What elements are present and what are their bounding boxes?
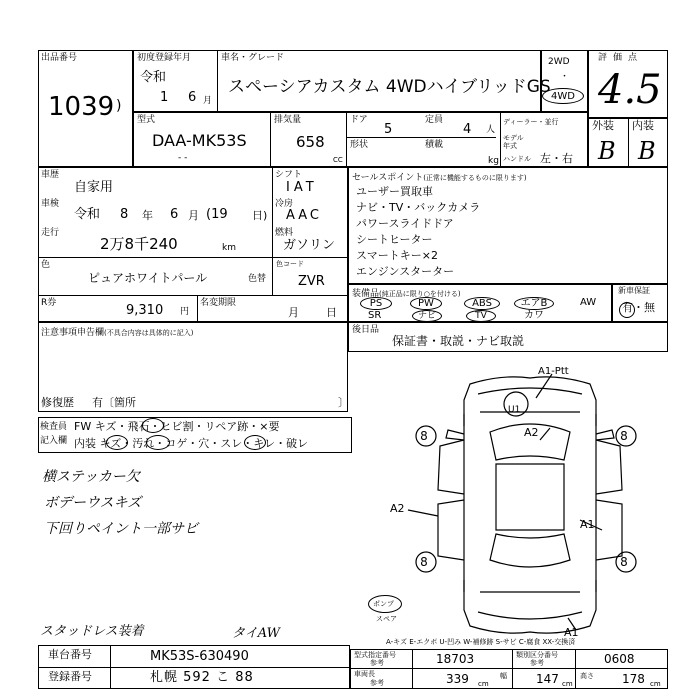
kg-unit: kg [488, 156, 499, 166]
width-unit: cm [562, 680, 573, 688]
sales-point-item: スマートキー×2 [356, 249, 438, 262]
note-3: 下回りペイント一部サビ [44, 521, 198, 537]
fuel: ガソリン [283, 238, 336, 253]
studless-note: スタッドレス装着 [40, 624, 144, 639]
first-reg-month: 6 [188, 90, 197, 105]
repair-value: 有〔箇所 [92, 396, 136, 409]
first-reg-label: 初度登録年月 [137, 53, 192, 63]
tread-rl: 8 [420, 555, 428, 569]
mileage: 2万8千240 [100, 235, 178, 253]
equip-abs: ABS [464, 297, 500, 310]
class-ref: 参考 [530, 659, 544, 667]
inspection-month-unit: 月 [188, 209, 199, 222]
model-code: DAA-MK53S [152, 131, 247, 150]
grades-divider [628, 118, 629, 167]
lot-number-paren: ) [116, 98, 122, 114]
length-label: 車両長 [354, 670, 375, 678]
height: 178 [622, 672, 645, 686]
inspector-label-2: 記入欄 [40, 436, 68, 446]
inspector-mark-4 [244, 435, 266, 450]
recycle-label: R券 [41, 298, 57, 308]
recycle-yen: 円 [180, 307, 190, 317]
inspection-month: 6 [170, 207, 179, 222]
header-divider [217, 50, 218, 112]
inspection-day-unit: 日) [252, 209, 268, 222]
handle: 左・右 [540, 152, 573, 165]
cc-unit: CC [333, 156, 343, 164]
spec-divider-3 [500, 112, 501, 167]
repair-close: 〕 [338, 396, 349, 409]
first-reg-month-unit: 月 [203, 96, 213, 106]
color-divider [272, 257, 273, 295]
tire-note: タイAW [232, 626, 280, 641]
attention-label: 注意事項申告欄 [41, 328, 105, 338]
note-1: 横ステッカー欠 [42, 469, 140, 485]
shift-label: シフト [275, 170, 303, 180]
footer-right-div-1 [412, 649, 413, 689]
name-change-month: 月 [288, 306, 299, 319]
drive-2wd: 2WD [548, 57, 570, 67]
equip-ps: PS [360, 297, 392, 310]
color-row-top [38, 257, 348, 258]
inspector-mark-2 [106, 435, 128, 450]
displacement: 658 [296, 133, 325, 151]
inspection-day: (19 [206, 207, 228, 222]
length-unit: cm [478, 680, 489, 688]
equip-sr: SR [368, 310, 382, 321]
mileage-label: 走行 [41, 228, 60, 238]
equipment-note: (純正品に限り○を付ける) [379, 290, 461, 298]
footer-right-mid [350, 668, 668, 669]
footer-left-mid [38, 667, 350, 668]
color-label: 色 [41, 260, 51, 270]
inspection-label: 車検 [41, 199, 60, 209]
mileage-unit: km [222, 243, 236, 253]
length-ref: 参考 [370, 679, 384, 687]
width-label: 幅 [500, 672, 507, 680]
ac: AAC [286, 208, 322, 223]
reg-number: 札幌 592 こ 88 [150, 670, 254, 685]
doors-label: ドア [350, 115, 368, 125]
first-reg-year: 1 [160, 90, 169, 105]
name-change-label: 名変期限 [200, 298, 237, 308]
sales-points-label: セールスポイント [352, 173, 424, 183]
car-name: スペーシアカスタム 4WDハイブリッドGS [228, 77, 551, 97]
inspector-label-1: 検査員 [40, 422, 68, 432]
inspection-era: 令和 [74, 207, 101, 222]
length: 339 [446, 672, 469, 686]
tread-rr: 8 [620, 555, 628, 569]
sales-point-item: ユーザー買取車 [356, 185, 433, 198]
sales-point-item: パワースライドドア [356, 217, 454, 230]
name-change-day: 日 [326, 306, 337, 319]
attention-note: (不具合内容は具体的に記入) [104, 329, 194, 337]
sales-points-header [352, 170, 527, 183]
ac-label: 冷房 [275, 199, 294, 209]
class-no: 0608 [604, 652, 635, 666]
color-change-label: 色替 [248, 274, 267, 284]
equip-pw: PW [410, 297, 442, 310]
damage-a1-right: A1 [580, 518, 595, 531]
equipment-label: 装備品 [352, 289, 380, 299]
equip-aw: AW [580, 297, 597, 308]
warranty-label: 新車保証 [618, 286, 650, 295]
equip-airbag: エアB [514, 297, 554, 310]
tread-fr: 8 [620, 429, 628, 443]
shape-label: 形状 [350, 140, 369, 150]
fuel-label: 燃料 [275, 228, 294, 238]
model-dash: - - [178, 153, 188, 163]
load-label: 積載 [425, 140, 444, 150]
doors: 5 [384, 122, 393, 137]
damage-u1: U1 [508, 405, 521, 415]
inspector-mark-3 [146, 435, 170, 450]
warranty-value: 有・無 [622, 301, 655, 314]
width: 147 [536, 672, 559, 686]
class-label: 類別区分番号 [516, 651, 558, 659]
int-label: 内装 [632, 119, 654, 132]
sales-points-note: (正常に機能するものに限ります) [423, 174, 527, 182]
damage-legend: A-キズ E-エクボ U-凹み W-補修跡 S-サビ C-腐食 XX-交換済 [386, 638, 576, 646]
drive-dot: ・ [560, 72, 570, 82]
color: ピュアホワイトパール [88, 271, 208, 285]
dealer-label: ディーラー・並行 [503, 118, 559, 126]
car-name-label: 車名・グレード [221, 53, 285, 63]
repair-label: 修復歴 [41, 396, 74, 409]
model-label: 型式 [137, 115, 156, 125]
ext-grade: B [598, 137, 616, 165]
history-label: 車歴 [41, 170, 60, 180]
equip-tv: TV [466, 310, 496, 322]
spec-hline [346, 137, 496, 138]
tread-fl: 8 [420, 429, 428, 443]
inspector-row-1: FW キズ・飛石・ヒビ割・リペア跡・×要 [74, 420, 280, 433]
recycle-row-top [38, 295, 348, 296]
type-no: 18703 [436, 652, 475, 666]
spare-label: スペア [376, 615, 397, 623]
height-label: 高さ [580, 672, 594, 680]
chassis-number: MK53S-630490 [150, 649, 249, 664]
damage-a1-ptt: A1-Ptt [538, 366, 569, 377]
footer-right-div-2 [512, 649, 513, 689]
equip-navi: ナビ [412, 310, 442, 322]
type-no-ref: 参考 [370, 659, 384, 667]
recycle-divider [197, 295, 198, 322]
attachments-label: 後日品 [352, 325, 380, 335]
car-diagram [380, 360, 680, 650]
lot-number-label: 出品番号 [41, 53, 78, 63]
damage-a1-bottom: A1 [564, 626, 579, 639]
inspection-year-unit: 年 [142, 209, 153, 222]
footer-left-div [110, 645, 111, 689]
first-reg-era: 令和 [140, 70, 167, 85]
ext-label: 外装 [592, 119, 614, 132]
attachments-value: 保証書・取説・ナビ取説 [392, 334, 525, 348]
score: 4.5 [598, 67, 662, 113]
type-no-label: 型式指定番号 [354, 651, 396, 659]
note-2: ボデーウスキズ [44, 495, 142, 511]
model-year-label: モデル年式 [503, 134, 524, 150]
footer-right-div-3 [575, 649, 576, 689]
recycle-amount: 9,310 [126, 303, 164, 318]
score-label: 評価点 [598, 53, 644, 63]
sales-point-item: ナビ・TV・バックカメラ [356, 201, 481, 214]
damage-a2-left: A2 [390, 502, 405, 515]
spare-pump: ポンプ [373, 600, 394, 608]
displacement-label: 排気量 [274, 115, 302, 125]
color-code-label: 色コード [276, 260, 304, 268]
inspector-mark-1 [142, 418, 164, 433]
inspector-row-2: 内装 キズ・汚れ・コゲ・穴・スレ・キレ・破レ [74, 437, 309, 450]
lot-number: 1039 [48, 92, 115, 122]
reg-label: 登録番号 [48, 670, 92, 683]
damage-a2-top: A2 [524, 426, 539, 439]
spec-divider-2 [346, 112, 347, 167]
chassis-label: 車台番号 [48, 648, 92, 661]
int-grade: B [638, 137, 656, 165]
capacity-unit: 人 [486, 125, 496, 135]
drive-4wd-circled: 4WD [542, 88, 584, 104]
color-code: ZVR [298, 274, 325, 289]
attention-header [41, 325, 193, 338]
sales-points-list [356, 184, 480, 280]
history-value: 自家用 [74, 180, 114, 195]
height-unit: cm [650, 680, 661, 688]
spec-divider-1 [270, 112, 271, 167]
mech-divider [272, 167, 273, 257]
capacity-label: 定員 [425, 115, 444, 125]
handle-label: ハンドル [503, 155, 531, 163]
sales-point-item: シートヒーター [356, 233, 433, 246]
inspection-year: 8 [120, 207, 129, 222]
sales-point-item: エンジンスターター [356, 265, 455, 278]
shift: IAT [286, 180, 318, 195]
capacity: 4 [463, 122, 472, 137]
equip-leather: カワ [524, 310, 544, 321]
